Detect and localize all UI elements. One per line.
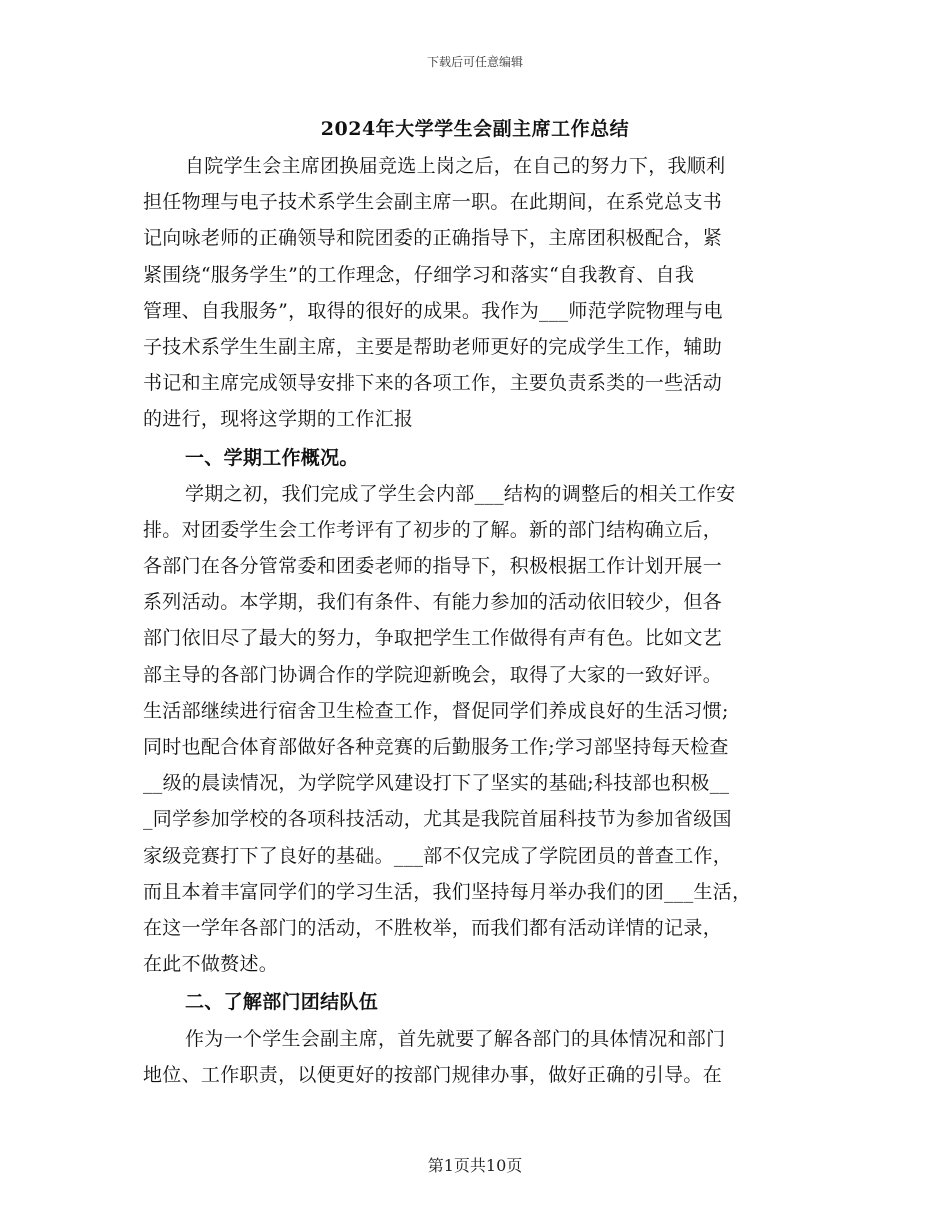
- paragraph-line: 地位、工作职责，以便更好的按部门规律办事，做好正确的引导。在: [143, 1063, 723, 1086]
- paragraph-line: 在此不做赘述。: [143, 953, 279, 976]
- paragraph-line: 系列活动。本学期，我们有条件、有能力参加的活动依旧较少，但各: [143, 591, 723, 614]
- paragraph-line: _同学参加学校的各项科技活动，尤其是我院首届科技节为参加省级国: [143, 808, 732, 831]
- paragraph-line: 而且本着丰富同学们的学习生活，我们坚持每月举办我们的团___生活，: [143, 880, 752, 903]
- paragraph-line: 记向咏老师的正确领导和院团委的正确指导下，主席团积极配合，紧: [143, 227, 723, 250]
- paragraph-line: 的进行，现将这学期的工作汇报: [143, 408, 414, 431]
- paragraph-line: 在这一学年各部门的活动，不胜枚举，而我们都有活动详情的记录，: [143, 916, 723, 939]
- paragraph-line: 紧围绕“服务学生”的工作理念，仔细学习和落实“自我教育、自我: [143, 263, 695, 286]
- page-number: 第1页共10页: [427, 1156, 523, 1175]
- section-heading-2: 二、了解部门团结队伍: [185, 991, 379, 1014]
- paragraph-line: 担任物理与电子技术系学生会副主席一职。在此期间，在系党总支书: [143, 191, 723, 214]
- paragraph-line: 排。对团委学生会工作考评有了初步的了解。新的部门结构确立后，: [143, 518, 723, 541]
- paragraph-line: 家级竞赛打下了良好的基础。___部不仅完成了学院团员的普查工作，: [143, 844, 733, 867]
- paragraph-line: 子技术系学生生副主席，主要是帮助老师更好的完成学生工作，辅助: [143, 335, 723, 358]
- paragraph-line: 自院学生会主席团换届竞选上岗之后，在自己的努力下，我顺利: [185, 155, 726, 177]
- paragraph-line: 同时也配合体育部做好各种竞赛的后勤服务工作;学习部坚持每天检查: [143, 736, 729, 758]
- paragraph-line: 生活部继续进行宿舍卫生检查工作，督促同学们养成良好的生活习惯;: [143, 699, 729, 722]
- paragraph-line: 各部门在各分管常委和团委老师的指导下，积极根据工作计划开展一: [143, 555, 723, 578]
- paragraph-line: 作为一个学生会副主席，首先就要了解各部门的具体情况和部门: [185, 1027, 726, 1050]
- paragraph-line: 部门依旧尽了最大的努力，争取把学生工作做得有声有色。比如文艺: [143, 627, 723, 650]
- paragraph-line: 部主导的各部门协调合作的学院迎新晚会，取得了大家的一致好评。: [143, 663, 723, 686]
- document-title: 2024年大学学生会副主席工作总结: [320, 118, 630, 140]
- paragraph-line: __级的晨读情况，为学院学风建设打下了坚实的基础;科技部也积极__: [143, 772, 730, 795]
- header-note: 下载后可任意编辑: [426, 55, 523, 69]
- section-heading-1: 一、学期工作概况。: [185, 446, 359, 469]
- paragraph-line: 书记和主席完成领导安排下来的各项工作，主要负责系类的一些活动: [143, 372, 723, 395]
- paragraph-line: 学期之初，我们完成了学生会内部___结构的调整后的相关工作安: [185, 482, 736, 505]
- paragraph-line: 管理、自我服务”，取得的很好的成果。我作为___师范学院物理与电: [143, 299, 723, 322]
- document-body: [143, 148, 815, 1093]
